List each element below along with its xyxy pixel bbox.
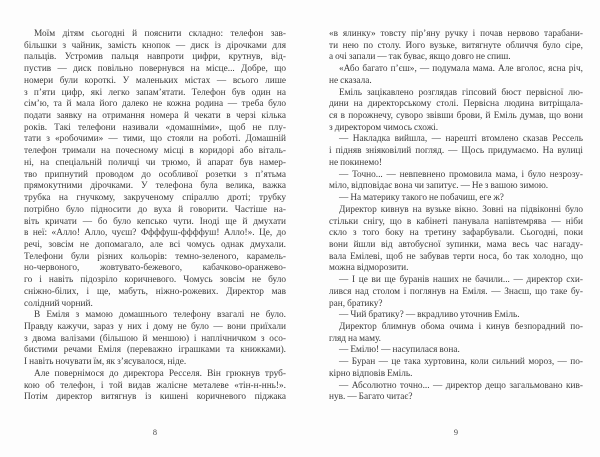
- text-line: міло, відповідає вона чи запитує. — Не з вашою зимою.: [329, 181, 549, 192]
- text-line: І навіть ночувати їм, як з’ясувалося, ніде.: [24, 357, 187, 368]
- text-line: не покинемо!: [329, 157, 382, 168]
- page-number: 9: [453, 428, 459, 437]
- text-line: Директор блимнув обома очима і кинув безпорадний по-: [339, 321, 583, 332]
- text-line: — Накладка вийшла, — нарешті втомлено сказав Рессель: [339, 134, 583, 145]
- text-line: В Еміля з мамою домашнього телефону взагалі не було.: [34, 310, 286, 321]
- text-line: — На материку такого не побачиш, еге ж?: [339, 193, 504, 204]
- text-line: Моїм дітям сьогодні й пояснити складно: телефон зав-: [34, 29, 286, 39]
- text-line: віть кричати — бо було кепсько чути. Іноді ще й дмухати: [24, 216, 286, 227]
- text-line: солідний чорний.: [24, 298, 93, 309]
- text-line: сніжно-білих, і ще, мабуть, ніжно-рожевих. Директор мав: [24, 286, 286, 297]
- text-line: Але повернімося до директора Ресселя. Він грюкнув труб-: [34, 368, 286, 379]
- page-lines: [24, 29, 286, 404]
- text-line: років. Такі телефони називали «домашніми», щоб не плу-: [24, 122, 286, 133]
- text-line: подати заявку на отримання номера й чекати в черзі кілька: [24, 111, 286, 122]
- text-line: ні, на спеціальній поличці чи трюмо, й апарат був намер-: [24, 157, 286, 168]
- text-line: бистими речами Еміля (переважно іграшками та книжками).: [24, 345, 286, 356]
- text-line: тво припнутий проводом до особливої розетки з п’ятьма: [24, 169, 286, 180]
- text-line: прямокутними дірочками. У телефона була велика, важка: [24, 181, 286, 192]
- text-line: Телефони були різних кольорів: темно-зеленого, карамель-: [24, 251, 286, 262]
- text-line: гляд на маму.: [329, 333, 382, 344]
- text-line: Еміль зацікавлено розглядав гіпсовий бюст первісної лю-: [339, 87, 583, 98]
- page-number: 8: [152, 428, 158, 437]
- text-line: трубка на гнучкому, закрученому спіраллю дроті; трубку: [24, 193, 286, 204]
- text-line: ся в порожнечу, суворо звівши брови, й Еміль думав, що вони: [329, 111, 583, 122]
- text-line: Потім директор витягнув із кишені коричневого піджака: [24, 392, 286, 403]
- text-line: можна відморозити.: [329, 263, 409, 274]
- text-line: — Буран — це така хуртовина, коли сильний мороз, — по-: [339, 357, 583, 368]
- text-line: лився над столом і поглянув на Еміля. — Знаєш, що таке бу-: [329, 286, 583, 297]
- text-line: сім’ю, та й мала його далеко не кожна родина — треба було: [24, 99, 286, 110]
- text-line: і підняв зніяковілий погляд. — Щось придумаємо. На вулиці: [329, 146, 583, 157]
- text-line: го і навіть підозріло коричневого. Чомусь зовсім не було: [24, 275, 286, 286]
- text-line: номери були короткі. У маленьких містах — всього лише: [24, 75, 286, 86]
- text-line: пальців. Устромив пальця навпроти цифри, крутнув, від-: [24, 52, 286, 63]
- text-line: скло з того боку на третину зафарбували. Сьогодні, поки: [329, 228, 583, 239]
- text-line: Директор кивнув на вузьке вікно. Зовні на підвіконні було: [339, 204, 583, 215]
- text-line: з директором чимось схожі.: [329, 122, 439, 133]
- text-line: — Емілю! — насупилася вона.: [339, 345, 460, 356]
- text-line: не сказала.: [329, 75, 372, 86]
- text-line: — Абсолютно точно... — директор дещо загальмовано кив-: [339, 380, 583, 391]
- text-line: потрібно було підносити до вуха й говорити. Частіше на-: [24, 204, 286, 215]
- text-line: з п’яти цифр, які легко запам’ятати. Телефон був один на: [24, 87, 286, 98]
- text-line: кою об телефон, і той видав жалісне металеве «тін-н-ннь!».: [24, 380, 286, 391]
- text-line: а очі запали — так буває, якщо довго не спиш.: [329, 52, 511, 63]
- text-line: «в ялинку» товсту пір’яну ручку і почав нервово тарабани-: [329, 29, 583, 39]
- text-line: з двома валізами (більшою й меншою) і наплічничком з осо-: [24, 333, 286, 344]
- text-line: Правду кажучи, зараз у них і дому не було — вони приїхали: [24, 321, 286, 332]
- text-line: ран, братику?: [329, 298, 383, 309]
- text-line: ти нею по столу. Його вузьке, витягнуте обличчя було сіре,: [329, 40, 583, 51]
- text-line: в неї: «Алло! Алло, чуєш? Ффффуш-ффффуш! Алло!». Це, до: [24, 228, 286, 239]
- text-line: пустив — диск повільно повернувся на місце... Добре, що: [24, 64, 286, 75]
- text-line: дини на директорському столі. Первісна людина витріщала-: [329, 99, 583, 110]
- text-line: більшки з чайник, замість кнопок — диск із дірочками для: [24, 40, 286, 51]
- text-line: но-червоного, жовтувато-бежевого, кабачково-оранжево-: [24, 263, 286, 274]
- page-left: [24, 29, 286, 449]
- text-line: «Або багато п’єш», — подумала мама. Але вголос, ясна річ,: [339, 64, 583, 75]
- text-line: телефон тримали на почесному місці в коридорі або віталь-: [24, 146, 286, 157]
- text-line: вони йшли від автобусної зупинки, мама весь час нагаду-: [329, 239, 583, 250]
- text-line: стільки снігу, що в кабінеті панувала напівтемрява — ніби: [329, 216, 583, 227]
- page-lines: [329, 29, 583, 404]
- text-line: тати з «робочими» — тими, що стояли на роботі. Домашній: [24, 134, 286, 145]
- page-right: [329, 29, 583, 449]
- text-line: — Чий братику? — вкрадливо уточнив Еміль.: [339, 310, 520, 321]
- text-line: речі, зовсім не допомагало, але всі чомусь однак дмухали.: [24, 239, 286, 250]
- text-line: — Точно... — невпевнено промовила мама, і було незрозу-: [339, 169, 583, 180]
- text-line: — І це ви ще буранів наших не бачили... — директор схи-: [339, 275, 583, 286]
- text-line: нув. — Багато читає?: [329, 392, 413, 403]
- text-line: кірно відповів Еміль.: [329, 368, 413, 379]
- text-line: вала Емілеві, щоб не забував терти носа, бо так холодно, що: [329, 251, 583, 262]
